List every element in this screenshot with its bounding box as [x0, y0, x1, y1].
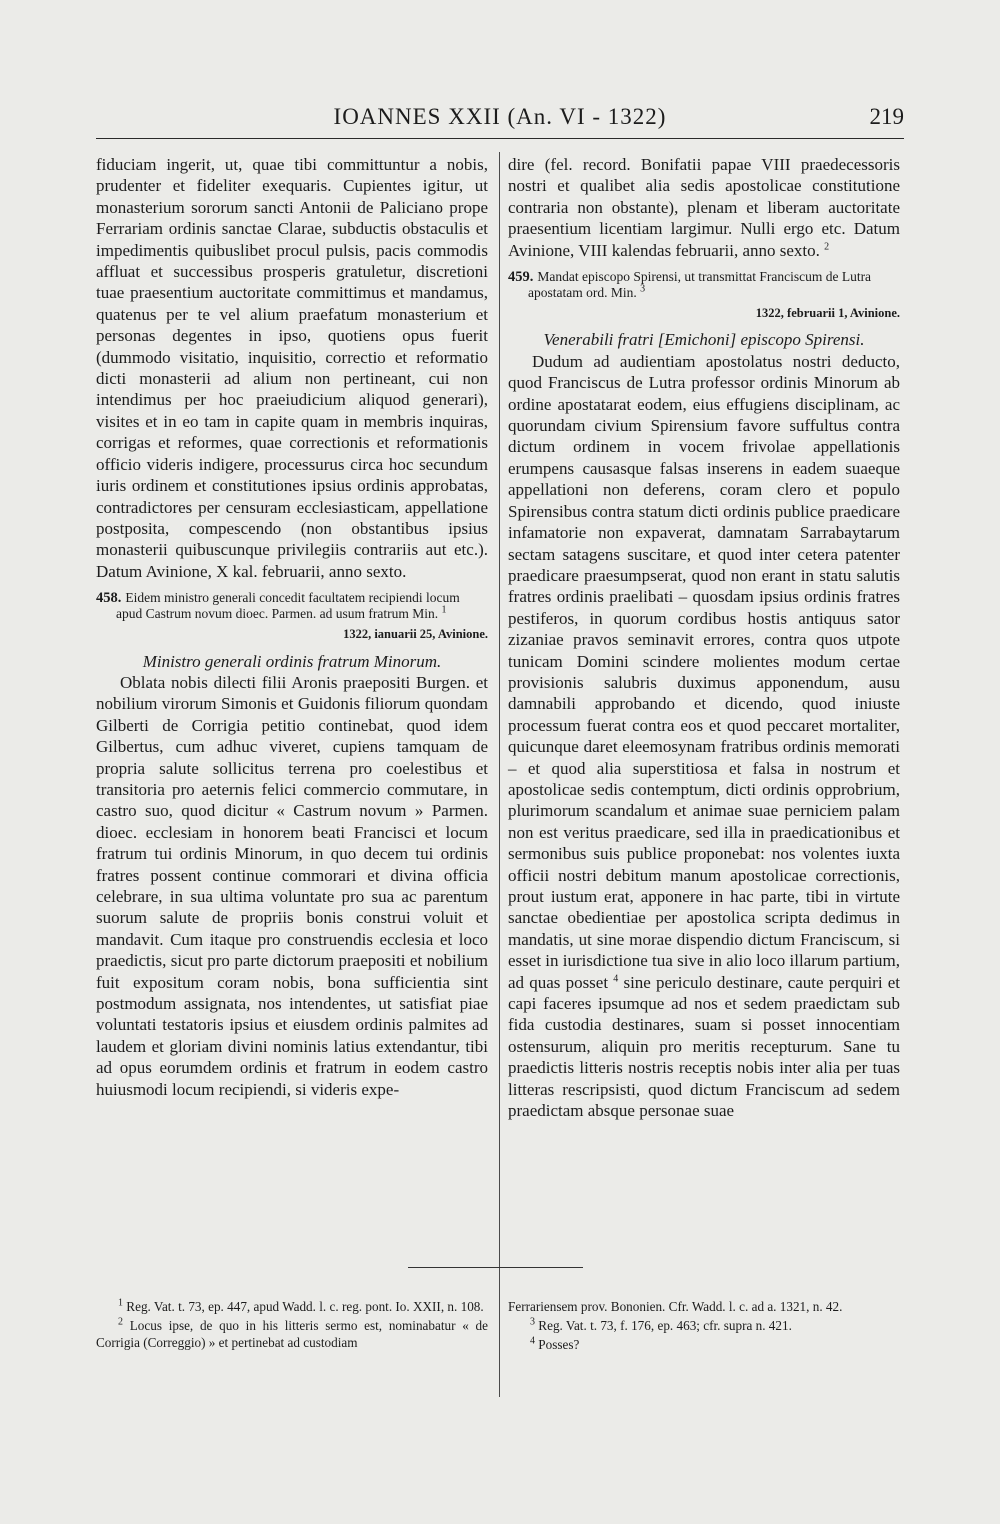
footnote-mark: 1: [441, 604, 447, 616]
footnote-mark: 3: [640, 283, 646, 295]
continued-text: [508, 154, 900, 261]
footnote-text: Locus ipse, de quo in his litteris sermo est, nominabatur « de Corrigia (Correggio) » et pertinebat ad custodiam: [96, 1318, 488, 1350]
entry-number: 459.: [508, 269, 534, 286]
entry-text: [508, 351, 900, 1122]
entry-date: 1322, ianuarii 25, Avinione.: [343, 627, 488, 642]
continued-text: fiduciam ingerit, ut, quae tibi committuntur a nobis, prudenter et fideliter exequaris. Cupientes igitur, ut monasterium sororum sancti Antonii de Paliciano prope Ferrariam ordinis sanctae Clarae, subductis obstaculis et impedimentis quibuslibet procul pulsis, pacis commodis affluat et successibus prosperis gratuletur, discretioni tuae praesentium auctoritate committimus et mandamus, quatenus per te vel alium praefatum monasterium et personas degentes in ipso, quotiens opus fuerit (dummodo visitatio, inquisitio, correctio et reformatio dicti monasterii ad alium non pertineant, cui non intendimus per hoc praeiudicium aliquod generari), visites et in eo tam in capite quam in membris inquiras, corrigas et reformes, quae correctionis et reformationis officio videris indigere, processurus circa hoc secundum iuris ordinem et constitutiones ipsius ordinis approbatas, contradictores per censuram ecclesiasticam, appellatione postposita, compescendo (non obstantibus ipsius monasterii quibuscunque privilegiis contrariis aut etc.). Datum Avinione, X kal. februarii, anno sexto.: [96, 155, 488, 581]
footnote-mark: 2: [118, 1316, 123, 1328]
footnote-2: [96, 1317, 488, 1351]
footnote-1: [96, 1298, 488, 1315]
right-column: [508, 154, 900, 1121]
footnote-text: Posses?: [538, 1337, 580, 1352]
running-header: [96, 104, 904, 139]
entry-summary: [96, 590, 488, 621]
footnote-mark: 4: [530, 1335, 535, 1347]
entry-text-part1: Dudum ad audientiam apostolatus nostri deducto, quod Franciscus de Lutra professor ordinis Minorum ab ordine apostatarat eodem, eius effugiens disciplinam, ac quorundam civium Spirensium favore suffultus contra dictum ordinem in vocem frivolae appellationis erumpens causasque falsas inserens in eadem suaeque appellationi non deferens, coram clero et populo Spirensibus contra statum dicti ordinis publice praedicare infamatorie non expaverat, damnatam Sarrabaytarum sectam satagens suscitare, et quod inter cetera patenter praedicare praesumpserat, quod non erant in statu salutis fratres ordinis praelibati – quosdam ipsius ordinis fratres pestiferos, in quorum cordibus hostis antiquus sator zizaniae pravos seminavit errores, contra quos utpote tunicam Domini scindere molientes modum certae provisionis salubris duximus apponendum, ausu damnabili approbando et dicendo, quod iniuste processum fuerat contra eos et quod peccaret mortaliter, quicunque daret eleemosynam fratribus ordinis memorati – et quod alia superstitiosa et falsa in nostrum et apostolicae sedis contemptum, dicti ordinis opprobrium, plurimorum scandalum et animae suae perniciem palam non est veritus praedicare, sed illa in praedicationibus et sermonibus suis publice proponebat: nos volentes iuxta officii nostri debitum manum apostolicae correctionis, prout iustum erat, apponere in hac parte, tibi in virtute sanctae obedientiae per apostolica scripta dedimus in mandatis, ut sine morae dispendio dictum Franciscum, si esset in iurisdictione tua sive in alio loco illarum partium, ad quas posset: [508, 351, 900, 992]
entry-address: Ministro generali ordinis fratrum Minorum.: [142, 651, 442, 671]
entry-text-part2: sine periculo destinare, caute perquiri et capi faceres ipsumque ad nos et sedem praedictam sub fida custodia destinares, suam si posset innocentiam ostensurum, aliquin pro meritis recepturum. Sane tu praedictis litteris nostris receptis nobis inter alia per tuas litteras rescripsisti, quod dictum Franciscum ad sedem praedictam absque personae suae: [508, 972, 900, 1121]
footnote-mark: 4: [613, 972, 619, 984]
entry-summary-text: Mandat episcopo Spirensi, ut transmittat Franciscum de Lutra apostatam ord. Min.: [528, 269, 872, 301]
footnote-4: [508, 1336, 900, 1353]
column-divider: [499, 152, 500, 1397]
entry-address: Venerabili fratri [Emichoni] episcopo Spirensi.: [543, 330, 865, 350]
entry-number: 458.: [96, 590, 122, 607]
entry-text: Oblata nobis dilecti filii Aronis praepositi Burgen. et nobilium virorum Simonis et Guidonis filiorum quondam Gilberti de Corrigia petitio continebat, quod idem Gilbertus, cum adhuc viveret, cupiens tamquam de propria salute sollicitus terrena pro coelestibus et transitoria pro aeternis felici commercio commutare, in castro suo, quod dicitur « Castrum novum » Parmen. dioec. ecclesiam in honorem beati Francisci et locum fratrum tui ordinis Minorum, in quo decem tui ordinis fratres possent continue commorari et divina officia celebrare, in sua ultima voluntate pro sua ac parentum suorum salute de propriis bonis construi voluit et mandavit. Cum itaque pro construendis ecclesia et loco praedictis, sicut pro parte dictorum praepositi et nobilium fuit expositum coram nobis, bona sufficientia sint postmodum assignata, nos intendentes, ut satisfiat piae voluntati testatoris ipsius et eiusdem ordinis palmites ad laudem et gloriam divini nominis latius extendantur, tibi ad opus eorumdem ordinis et fratrum in eodem castro huiusmodi locum recipiendi, si videris expe-: [96, 672, 488, 1099]
continued-text-body: dire (fel. record. Bonifatii papae VIII praedecessoris nostri et qualibet alia sedis apostolicae constitutione contraria non obstante), plenam et liberam auctoritate praesentium licentiam largimur. Nulli ergo etc. Datum Avinione, VIII kalendas februarii, anno sexto.: [508, 155, 900, 260]
entry-summary: [508, 269, 900, 300]
footnote-3: [508, 1317, 900, 1334]
left-column: [96, 154, 488, 1100]
entry-summary-text: Eidem ministro generali concedit facultatem recipiendi locum apud Castrum novum dioec. Parmen. ad usum fratrum Min.: [116, 590, 460, 622]
entry-459: [508, 269, 900, 1121]
footnotes-right: [508, 1298, 900, 1355]
running-title: IOANNES XXII (An. VI - 1322): [333, 104, 667, 129]
footnote-text: Reg. Vat. t. 73, ep. 447, apud Wadd. l. c. reg. pont. Io. XXII, n. 108.: [126, 1299, 484, 1314]
footnote-mark: 1: [118, 1297, 123, 1309]
entry-date: 1322, februarii 1, Avinione.: [755, 306, 900, 321]
footnote-mark: 2: [824, 240, 830, 252]
footnote-rule: [408, 1267, 583, 1268]
footnotes-left: [96, 1298, 488, 1353]
footnote-text: Reg. Vat. t. 73, f. 176, ep. 463; cfr. supra n. 421.: [538, 1318, 792, 1333]
footnote-mark: 3: [530, 1316, 535, 1328]
entry-458: [96, 590, 488, 1100]
page-number: 219: [869, 104, 904, 129]
footnote-2-continued: Ferrariensem prov. Bononien. Cfr. Wadd. l. c. ad a. 1321, n. 42.: [508, 1299, 843, 1314]
